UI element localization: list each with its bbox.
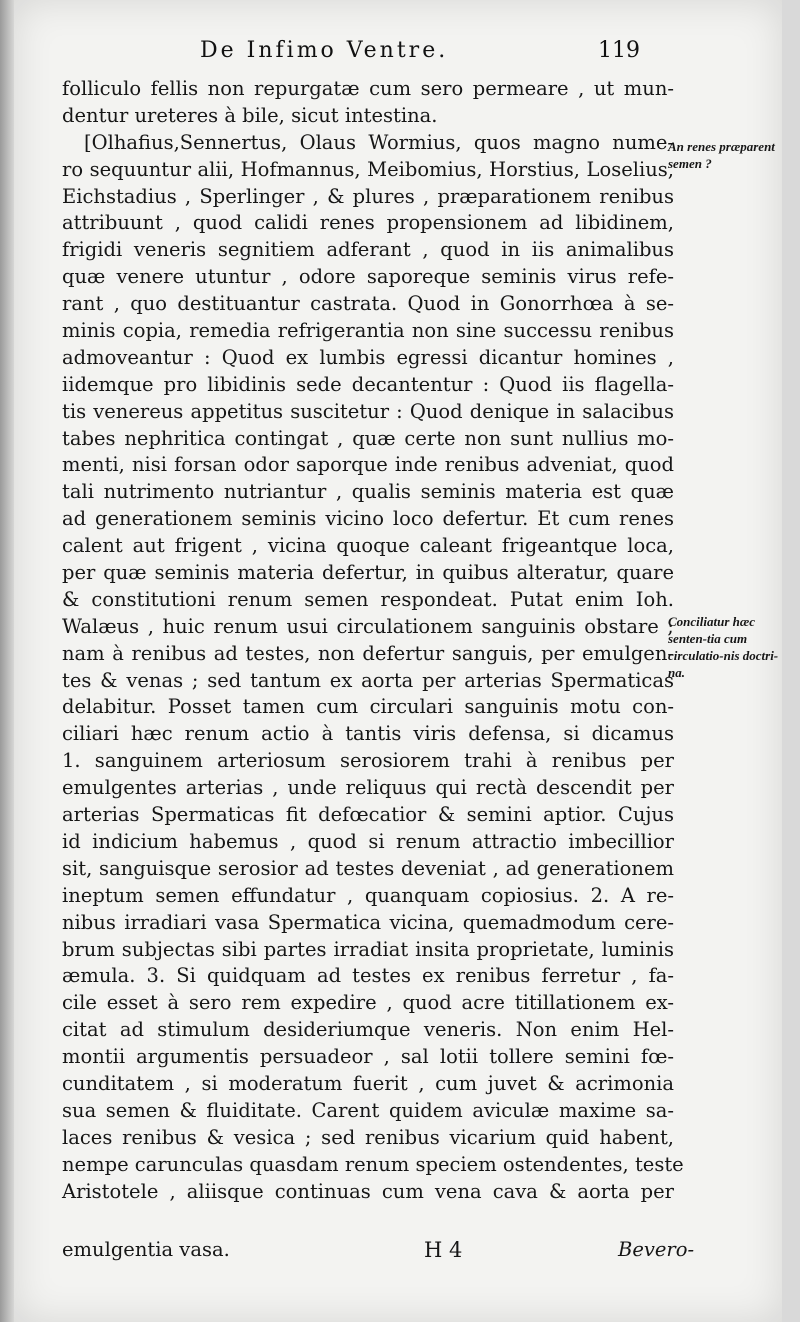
text-line: montii argumentis persuadeor , sal lotii tollere semini fœ-: [62, 1045, 674, 1069]
text-line: æmula. 3. Si quidquam ad testes ex renibus ferretur , fa-: [62, 964, 674, 988]
text-line: admoveantur : Quod ex lumbis egressi dicantur homines ,: [62, 345, 674, 369]
running-head-title: De Infimo Ventre.: [200, 38, 449, 63]
text-line: ro sequuntur alii, Hofmannus, Meibomius, Horstius, Loselius,: [62, 157, 674, 181]
text-line: tali nutrimento nutriantur , qualis seminis materia est quæ: [62, 480, 674, 504]
text-line: sua semen & fluiditate. Carent quidem aviculæ maxime sa-: [62, 1098, 674, 1122]
text-line: laces renibus & vesica ; sed renibus vicarium quid habent,: [62, 1125, 674, 1149]
text-line: tes & venas ; sed tantum ex aorta per arterias Spermaticas: [62, 668, 674, 692]
text-line: emulgentes arterias , unde reliquus qui rectà descendit per: [62, 776, 674, 800]
text-line: iidemque pro libidinis sede decantentur : Quod iis flagella-: [62, 372, 674, 396]
text-line: ciliari hæc renum actio à tantis viris defensa, si dicamus: [62, 722, 674, 746]
text-line: Eichstadius , Sperlinger , & plures , præparationem renibus: [62, 184, 674, 208]
text-line: delabitur. Posset tamen cum circulari sanguinis motu con-: [62, 695, 674, 719]
text-line: minis copia, remedia refrigerantia non sine successu renibus: [62, 319, 674, 343]
text-line: cile esset à sero rem expedire , quod acre titillationem ex-: [62, 991, 674, 1015]
text-line: ineptum semen effundatur , quanquam copiosius. 2. A re-: [62, 883, 674, 907]
text-line: calent aut frigent , vicina quoque caleant frigeantque loca,: [62, 534, 674, 558]
final-line: emulgentia vasa.: [62, 1238, 230, 1261]
text-line: per quæ seminis materia defertur, in quibus alteratur, quare: [62, 561, 674, 585]
text-line: ad generationem seminis vicino loco defertur. Et cum renes: [62, 507, 674, 531]
text-line: rant , quo destituantur castrata. Quod in Gonorrhœa à se-: [62, 292, 674, 316]
text-line: citat ad stimulum desideriumque veneris. Non enim Hel-: [62, 1018, 674, 1042]
signature-mark: H 4: [424, 1238, 463, 1262]
text-line: id indicium habemus , quod si renum attractio imbecillior: [62, 829, 674, 853]
text-line: folliculo fellis non repurgatæ cum sero permeare , ut mun-: [62, 77, 674, 100]
text-line: tis venereus appetitus suscitetur : Quod denique in salacibus: [62, 399, 674, 423]
margin-note: An renes præparent semen ?: [668, 139, 775, 171]
text-line: frigidi veneris segnitiem adferant , quod in iis animalibus: [62, 238, 674, 262]
text-line: brum subjectas sibi partes irradiat insita proprietate, luminis: [62, 937, 674, 961]
text-line: & constitutioni renum semen respondeat. Putat enim Ioh.: [62, 587, 674, 611]
text-line: [Olhafius,Sennertus, Olaus Wormius, quos magno nume-: [84, 130, 674, 154]
text-line: nibus irradiari vasa Spermatica vicina, quemadmodum cere-: [62, 910, 674, 934]
text-line: Walæus , huic renum usui circulationem sanguinis obstare ;: [62, 614, 674, 638]
text-line: tabes nephritica contingat , quæ certe non sunt nullius mo-: [62, 426, 674, 450]
text-line: arterias Spermaticas fit defœcatior & semini aptior. Cujus: [62, 803, 674, 827]
text-line: dentur ureteres à bile, sicut intestina.: [62, 103, 438, 127]
text-line: nam à renibus ad testes, non defertur sanguis, per emulgen-: [62, 641, 674, 665]
text-line: quæ venere utuntur , odore saporeque seminis virus refe-: [62, 265, 674, 289]
text-line: nempe carunculas quasdam renum speciem ostendentes, teste: [62, 1152, 684, 1176]
body-text: [62, 76, 684, 1205]
running-head: [0, 38, 800, 68]
catchword: Bevero-: [618, 1238, 695, 1261]
margin-note: Conciliatur hæc senten-tia cum circulatio-nis doctri-na.: [668, 614, 779, 680]
page-number: 119: [598, 38, 640, 63]
text-line: menti, nisi forsan odor saporque inde renibus adveniat, quod: [62, 453, 674, 477]
text-line: sit, sanguisque serosior ad testes deveniat , ad generationem: [62, 856, 674, 880]
text-line: attribuunt , quod calidi renes propensionem ad libidinem,: [62, 211, 674, 235]
page-footer: [62, 1238, 695, 1268]
text-line: Aristotele , aliisque continuas cum vena cava & aorta per: [62, 1179, 674, 1203]
text-line: cunditatem , si moderatum fuerit , cum juvet & acrimonia: [62, 1071, 674, 1095]
text-line: 1. sanguinem arteriosum serosiorem trahi à renibus per: [62, 749, 674, 773]
